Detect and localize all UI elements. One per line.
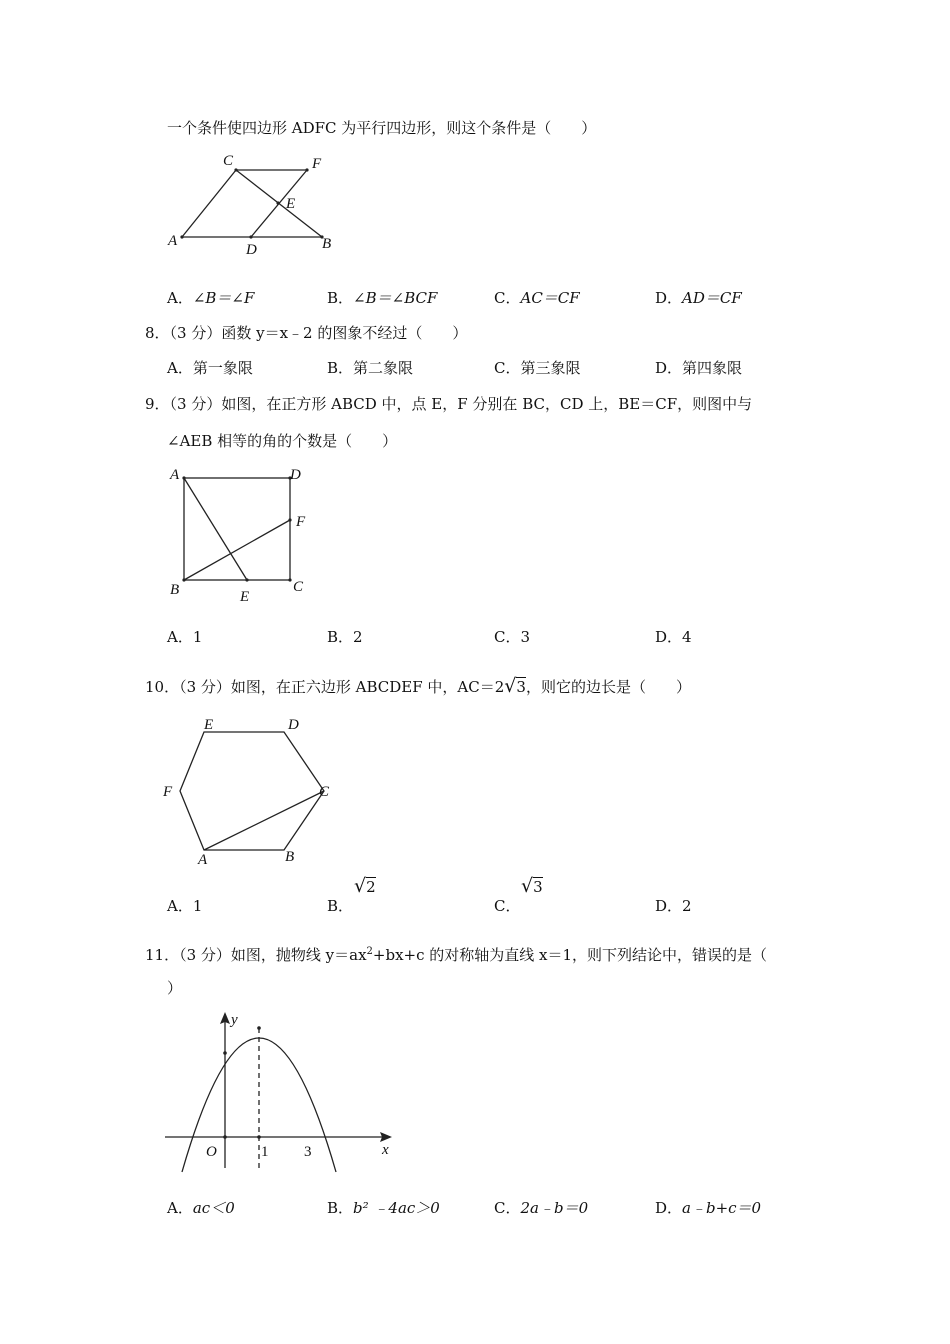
q10-option-c-root: √3 <box>521 875 543 897</box>
q8-option-a: A．第一象限 <box>167 359 253 377</box>
q10-stem: 10．（3 分）如图，在正六边形 ABCDEF 中，AC＝2√3，则它的边长是（ ） <box>145 675 691 697</box>
q7-label-c: C <box>223 153 234 169</box>
q10-label-e: E <box>204 717 214 733</box>
q7-figure <box>160 150 360 260</box>
q9-option-b: B．2 <box>327 628 363 646</box>
q11-stem-line2: ） <box>167 979 183 997</box>
q8-stem: 8．（3 分）函数 y＝x﹣2 的图象不经过（ ） <box>145 324 468 342</box>
q11-stem: 11．（3 分）如图，抛物线 $y=ax^2+bx+c$ 的对称轴为直线 x＝1，则下列结论中，错误的是（ <box>145 946 768 964</box>
q10-option-d: D．2 <box>655 897 692 915</box>
q7-stem: 一个条件使四边形 ADFC 为平行四边形，则这个条件是（ ） <box>167 119 597 137</box>
q7-option-a: A．∠B＝∠F <box>167 289 255 307</box>
q11-option-c: C．2a﹣b＝0 <box>494 1199 589 1217</box>
q11-label-three: 3 <box>304 1144 312 1160</box>
q10-label-b: B <box>285 849 295 865</box>
q9-option-a: A．1 <box>167 628 203 646</box>
q11-graph <box>160 1008 400 1178</box>
q11-label-origin: O <box>206 1144 217 1160</box>
q11-label-y: y <box>231 1012 238 1028</box>
q11-label-x: x <box>382 1142 389 1158</box>
q10-option-b: B． <box>327 897 354 915</box>
q9-label-f: F <box>296 514 306 530</box>
q10-option-c: C． <box>494 897 521 915</box>
q11-label-one: 1 <box>261 1144 269 1160</box>
sqrt-symbol-icon: √ <box>521 875 534 897</box>
q9-label-d: D <box>290 467 301 483</box>
q7-label-b: B <box>322 236 332 252</box>
q8-option-d: D．第四象限 <box>655 359 743 377</box>
q7-label-d: D <box>246 242 257 258</box>
q9-stem-line1: 9．（3 分）如图，在正方形 ABCD 中，点 E，F 分别在 BC，CD 上，BE＝CF，则图中与 <box>145 395 753 413</box>
q10-option-b-root: √2 <box>354 875 376 897</box>
q10-figure <box>160 710 360 870</box>
q11-option-b: B．b² ﹣4ac＞0 <box>327 1199 440 1217</box>
q10-label-f: F <box>163 784 173 800</box>
q7-option-c: C．AC＝CF <box>494 289 580 307</box>
q8-option-b: B．第二象限 <box>327 359 414 377</box>
q9-figure <box>160 460 360 610</box>
q10-label-a: A <box>198 852 208 868</box>
sqrt-symbol-icon: √ <box>354 875 367 897</box>
q7-label-a: A <box>168 233 178 249</box>
q9-label-c: C <box>293 579 304 595</box>
q9-label-b: B <box>170 582 180 598</box>
q8-option-c: C．第三象限 <box>494 359 581 377</box>
q7-option-d: D．AD＝CF <box>655 289 742 307</box>
q9-stem-line2: ∠AEB 相等的角的个数是（ ） <box>167 432 398 450</box>
q9-option-c: C．3 <box>494 628 531 646</box>
q11-option-d: D．a﹣b+c＝0 <box>655 1199 762 1217</box>
sqrt-symbol-icon: √ <box>504 675 517 697</box>
q11-option-a: A．ac＜0 <box>167 1199 235 1217</box>
q9-label-a: A <box>170 467 180 483</box>
q10-option-a: A．1 <box>167 897 203 915</box>
q7-option-b: B．∠B＝∠BCF <box>327 289 438 307</box>
q9-label-e: E <box>240 589 250 605</box>
q7-label-e: E <box>286 196 296 212</box>
q10-label-d: D <box>288 717 299 733</box>
q7-label-f: F <box>312 156 322 172</box>
q9-option-d: D．4 <box>655 628 692 646</box>
q10-label-c: C <box>319 784 330 800</box>
